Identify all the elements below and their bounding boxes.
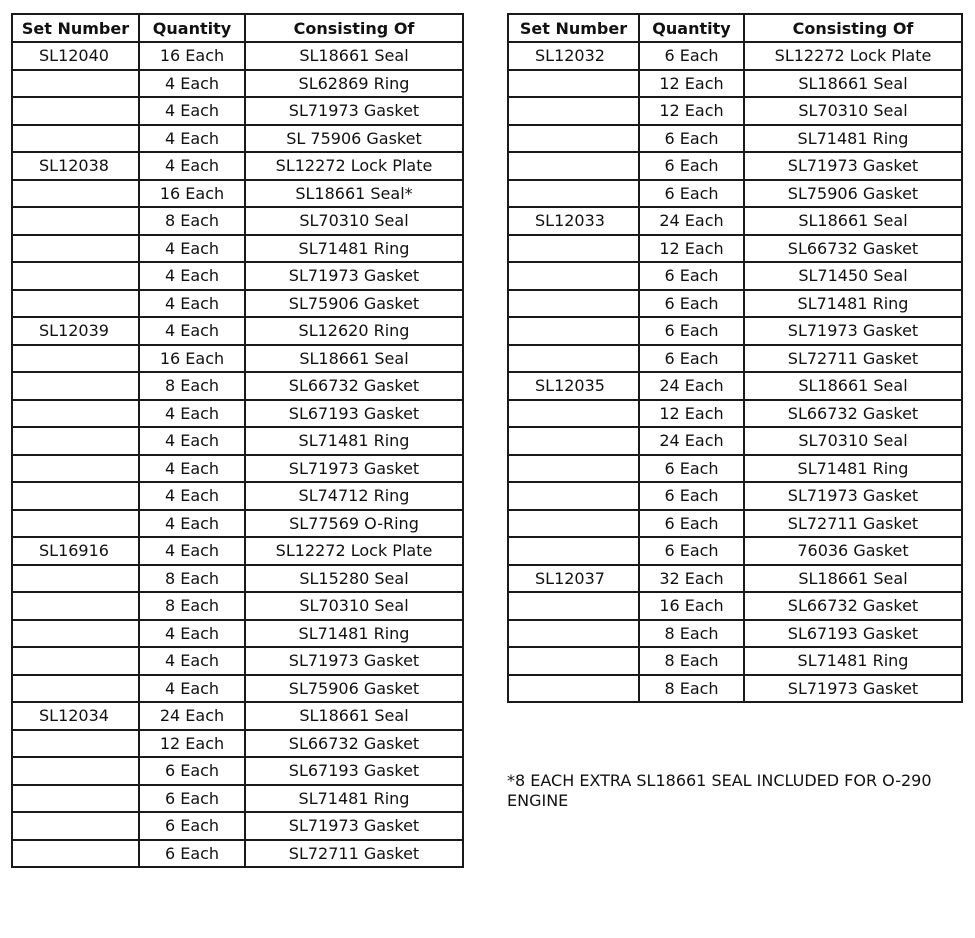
table-row: [12, 812, 463, 840]
set-number-cell: [508, 592, 639, 620]
part-cell: SL71481 Ring: [744, 125, 962, 153]
set-number-cell: [508, 427, 639, 455]
part-cell: SL71481 Ring: [744, 455, 962, 483]
part-cell: SL71481 Ring: [744, 647, 962, 675]
part-cell: SL71973 Gasket: [245, 262, 463, 290]
table-row: [12, 730, 463, 758]
table-row: [508, 565, 962, 593]
quantity-cell: 12 Each: [139, 730, 245, 758]
table-row: [12, 840, 463, 868]
part-cell: SL18661 Seal: [245, 345, 463, 373]
set-number-cell: [508, 482, 639, 510]
part-cell: SL71450 Seal: [744, 262, 962, 290]
set-number-cell: [12, 262, 139, 290]
quantity-cell: 12 Each: [639, 400, 744, 428]
quantity-cell: 6 Each: [639, 125, 744, 153]
quantity-cell: 4 Each: [139, 290, 245, 318]
set-number-cell: [508, 290, 639, 318]
part-cell: SL71481 Ring: [744, 290, 962, 318]
table-row: [12, 427, 463, 455]
part-cell: SL62869 Ring: [245, 70, 463, 98]
set-number-cell: [508, 400, 639, 428]
part-cell: SL77569 O-Ring: [245, 510, 463, 538]
quantity-cell: 6 Each: [639, 180, 744, 208]
table-row: [12, 125, 463, 153]
quantity-cell: 4 Each: [139, 510, 245, 538]
quantity-cell: 6 Each: [139, 757, 245, 785]
set-number-cell: [508, 125, 639, 153]
header-consisting-of: Consisting Of: [744, 14, 962, 42]
quantity-cell: 4 Each: [139, 620, 245, 648]
part-cell: SL67193 Gasket: [245, 757, 463, 785]
set-number-cell: [508, 345, 639, 373]
part-cell: SL72711 Gasket: [744, 345, 962, 373]
part-cell: SL18661 Seal: [744, 565, 962, 593]
quantity-cell: 24 Each: [139, 702, 245, 730]
parts-table-right: [507, 13, 963, 703]
set-number-cell: [12, 812, 139, 840]
part-cell: SL12272 Lock Plate: [245, 152, 463, 180]
set-number-cell: [12, 675, 139, 703]
table-row: [12, 400, 463, 428]
quantity-cell: 4 Each: [139, 235, 245, 263]
quantity-cell: 16 Each: [139, 42, 245, 70]
part-cell: SL72711 Gasket: [744, 510, 962, 538]
set-number-cell: [12, 427, 139, 455]
table-row: [12, 97, 463, 125]
quantity-cell: 4 Each: [139, 537, 245, 565]
table-row: [508, 372, 962, 400]
part-cell: SL70310 Seal: [744, 97, 962, 125]
part-cell: SL71973 Gasket: [245, 455, 463, 483]
part-cell: SL18661 Seal*: [245, 180, 463, 208]
parts-table-left: [11, 13, 464, 868]
header-set-number: Set Number: [12, 14, 139, 42]
table-row: [508, 510, 962, 538]
part-cell: SL71973 Gasket: [245, 647, 463, 675]
table-row: [508, 592, 962, 620]
part-cell: SL71973 Gasket: [245, 97, 463, 125]
part-cell: SL75906 Gasket: [245, 290, 463, 318]
table-row: [12, 510, 463, 538]
set-number-cell: SL12035: [508, 372, 639, 400]
part-cell: SL12272 Lock Plate: [744, 42, 962, 70]
set-number-cell: [12, 290, 139, 318]
table-row: [508, 400, 962, 428]
set-number-cell: SL16916: [12, 537, 139, 565]
part-cell: SL70310 Seal: [744, 427, 962, 455]
set-number-cell: [12, 180, 139, 208]
table-row: [12, 592, 463, 620]
set-number-cell: [508, 152, 639, 180]
quantity-cell: 12 Each: [639, 97, 744, 125]
quantity-cell: 6 Each: [139, 785, 245, 813]
table-row: [508, 152, 962, 180]
table-row: [12, 372, 463, 400]
set-number-cell: [508, 97, 639, 125]
table-row: [12, 647, 463, 675]
set-number-cell: [12, 70, 139, 98]
quantity-cell: 4 Each: [139, 482, 245, 510]
set-number-cell: [12, 565, 139, 593]
quantity-cell: 12 Each: [639, 235, 744, 263]
part-cell: SL71481 Ring: [245, 620, 463, 648]
quantity-cell: 6 Each: [639, 537, 744, 565]
set-number-cell: [12, 592, 139, 620]
quantity-cell: 4 Each: [139, 70, 245, 98]
set-number-cell: [12, 235, 139, 263]
set-number-cell: SL12040: [12, 42, 139, 70]
table-row: [12, 180, 463, 208]
quantity-cell: 6 Each: [139, 812, 245, 840]
quantity-cell: 4 Each: [139, 455, 245, 483]
part-cell: SL66732 Gasket: [245, 372, 463, 400]
table-row: [12, 785, 463, 813]
part-cell: SL75906 Gasket: [744, 180, 962, 208]
part-cell: SL71973 Gasket: [744, 482, 962, 510]
part-cell: SL74712 Ring: [245, 482, 463, 510]
quantity-cell: 12 Each: [639, 70, 744, 98]
table-row: [12, 207, 463, 235]
quantity-cell: 16 Each: [139, 345, 245, 373]
table-row: [508, 125, 962, 153]
quantity-cell: 6 Each: [639, 290, 744, 318]
part-cell: SL 75906 Gasket: [245, 125, 463, 153]
set-number-cell: [12, 455, 139, 483]
table-row: [508, 262, 962, 290]
table-row: [12, 620, 463, 648]
quantity-cell: 8 Each: [139, 207, 245, 235]
footnote: *8 EACH EXTRA SL18661 SEAL INCLUDED FOR O-290 ENGINE: [507, 771, 932, 810]
quantity-cell: 6 Each: [639, 262, 744, 290]
table-row: [508, 455, 962, 483]
part-cell: SL18661 Seal: [744, 70, 962, 98]
table-row: [12, 537, 463, 565]
part-cell: SL67193 Gasket: [245, 400, 463, 428]
quantity-cell: 6 Each: [639, 345, 744, 373]
table-row: [12, 482, 463, 510]
part-cell: SL15280 Seal: [245, 565, 463, 593]
set-number-cell: [508, 180, 639, 208]
table-row: [12, 70, 463, 98]
set-number-cell: [12, 207, 139, 235]
quantity-cell: 8 Each: [639, 675, 744, 703]
quantity-cell: 32 Each: [639, 565, 744, 593]
set-number-cell: [12, 785, 139, 813]
table-row: [12, 262, 463, 290]
table-row: [508, 427, 962, 455]
quantity-cell: 8 Each: [639, 647, 744, 675]
set-number-cell: [12, 372, 139, 400]
set-number-cell: [12, 510, 139, 538]
header-quantity: Quantity: [639, 14, 744, 42]
part-cell: SL12272 Lock Plate: [245, 537, 463, 565]
set-number-cell: [508, 235, 639, 263]
table-row: [12, 235, 463, 263]
quantity-cell: 16 Each: [639, 592, 744, 620]
quantity-cell: 6 Each: [639, 510, 744, 538]
table-row: [508, 620, 962, 648]
set-number-cell: [508, 317, 639, 345]
set-number-cell: [12, 757, 139, 785]
quantity-cell: 4 Each: [139, 97, 245, 125]
quantity-cell: 6 Each: [639, 317, 744, 345]
quantity-cell: 6 Each: [639, 482, 744, 510]
header-quantity: Quantity: [139, 14, 245, 42]
table-row: [12, 345, 463, 373]
set-number-cell: [12, 840, 139, 868]
table-row: [508, 482, 962, 510]
set-number-cell: [12, 620, 139, 648]
set-number-cell: [12, 730, 139, 758]
set-number-cell: [12, 345, 139, 373]
part-cell: SL70310 Seal: [245, 207, 463, 235]
set-number-cell: [508, 647, 639, 675]
quantity-cell: 4 Each: [139, 262, 245, 290]
part-cell: SL66732 Gasket: [744, 592, 962, 620]
part-cell: SL70310 Seal: [245, 592, 463, 620]
set-number-cell: SL12032: [508, 42, 639, 70]
part-cell: 76036 Gasket: [744, 537, 962, 565]
table-row: [508, 290, 962, 318]
part-cell: SL71481 Ring: [245, 427, 463, 455]
table-row: [12, 675, 463, 703]
table-row: [508, 180, 962, 208]
set-number-cell: [508, 70, 639, 98]
quantity-cell: 8 Each: [639, 620, 744, 648]
part-cell: SL18661 Seal: [245, 42, 463, 70]
table-row: [508, 345, 962, 373]
quantity-cell: 8 Each: [139, 372, 245, 400]
header-consisting-of: Consisting Of: [245, 14, 463, 42]
table-row: [508, 70, 962, 98]
table-row: [508, 317, 962, 345]
quantity-cell: 24 Each: [639, 207, 744, 235]
set-number-cell: [508, 620, 639, 648]
part-cell: SL66732 Gasket: [744, 235, 962, 263]
part-cell: SL71973 Gasket: [744, 675, 962, 703]
set-number-cell: SL12037: [508, 565, 639, 593]
quantity-cell: 6 Each: [639, 42, 744, 70]
quantity-cell: 6 Each: [639, 455, 744, 483]
quantity-cell: 4 Each: [139, 152, 245, 180]
set-number-cell: SL12034: [12, 702, 139, 730]
set-number-cell: [508, 510, 639, 538]
set-number-cell: [508, 262, 639, 290]
set-number-cell: [12, 647, 139, 675]
quantity-cell: 4 Each: [139, 427, 245, 455]
table-row: [12, 290, 463, 318]
header-row: [508, 14, 962, 42]
table-row: [508, 97, 962, 125]
table-row: [12, 152, 463, 180]
part-cell: SL71481 Ring: [245, 235, 463, 263]
table-row: [508, 207, 962, 235]
table-row: [508, 537, 962, 565]
set-number-cell: [12, 482, 139, 510]
part-cell: SL72711 Gasket: [245, 840, 463, 868]
part-cell: SL66732 Gasket: [744, 400, 962, 428]
quantity-cell: 6 Each: [139, 840, 245, 868]
set-number-cell: [508, 537, 639, 565]
set-number-cell: [508, 455, 639, 483]
quantity-cell: 6 Each: [639, 152, 744, 180]
part-cell: SL71973 Gasket: [744, 317, 962, 345]
table-row: [12, 317, 463, 345]
set-number-cell: [12, 400, 139, 428]
table-row: [508, 42, 962, 70]
header-row: [12, 14, 463, 42]
set-number-cell: SL12033: [508, 207, 639, 235]
set-number-cell: [508, 675, 639, 703]
quantity-cell: 4 Each: [139, 125, 245, 153]
header-set-number: Set Number: [508, 14, 639, 42]
quantity-cell: 4 Each: [139, 675, 245, 703]
set-number-cell: [12, 125, 139, 153]
part-cell: SL71481 Ring: [245, 785, 463, 813]
table-row: [508, 235, 962, 263]
quantity-cell: 16 Each: [139, 180, 245, 208]
part-cell: SL18661 Seal: [245, 702, 463, 730]
table-row: [508, 675, 962, 703]
quantity-cell: 8 Each: [139, 565, 245, 593]
part-cell: SL75906 Gasket: [245, 675, 463, 703]
part-cell: SL18661 Seal: [744, 372, 962, 400]
quantity-cell: 24 Each: [639, 372, 744, 400]
quantity-cell: 4 Each: [139, 400, 245, 428]
part-cell: SL18661 Seal: [744, 207, 962, 235]
table-row: [12, 702, 463, 730]
table-row: [12, 757, 463, 785]
quantity-cell: 24 Each: [639, 427, 744, 455]
quantity-cell: 4 Each: [139, 647, 245, 675]
table-row: [12, 565, 463, 593]
set-number-cell: SL12039: [12, 317, 139, 345]
table-row: [508, 647, 962, 675]
part-cell: SL71973 Gasket: [245, 812, 463, 840]
set-number-cell: SL12038: [12, 152, 139, 180]
table-row: [12, 42, 463, 70]
quantity-cell: 4 Each: [139, 317, 245, 345]
quantity-cell: 8 Each: [139, 592, 245, 620]
table-row: [12, 455, 463, 483]
part-cell: SL66732 Gasket: [245, 730, 463, 758]
part-cell: SL71973 Gasket: [744, 152, 962, 180]
set-number-cell: [12, 97, 139, 125]
part-cell: SL67193 Gasket: [744, 620, 962, 648]
part-cell: SL12620 Ring: [245, 317, 463, 345]
